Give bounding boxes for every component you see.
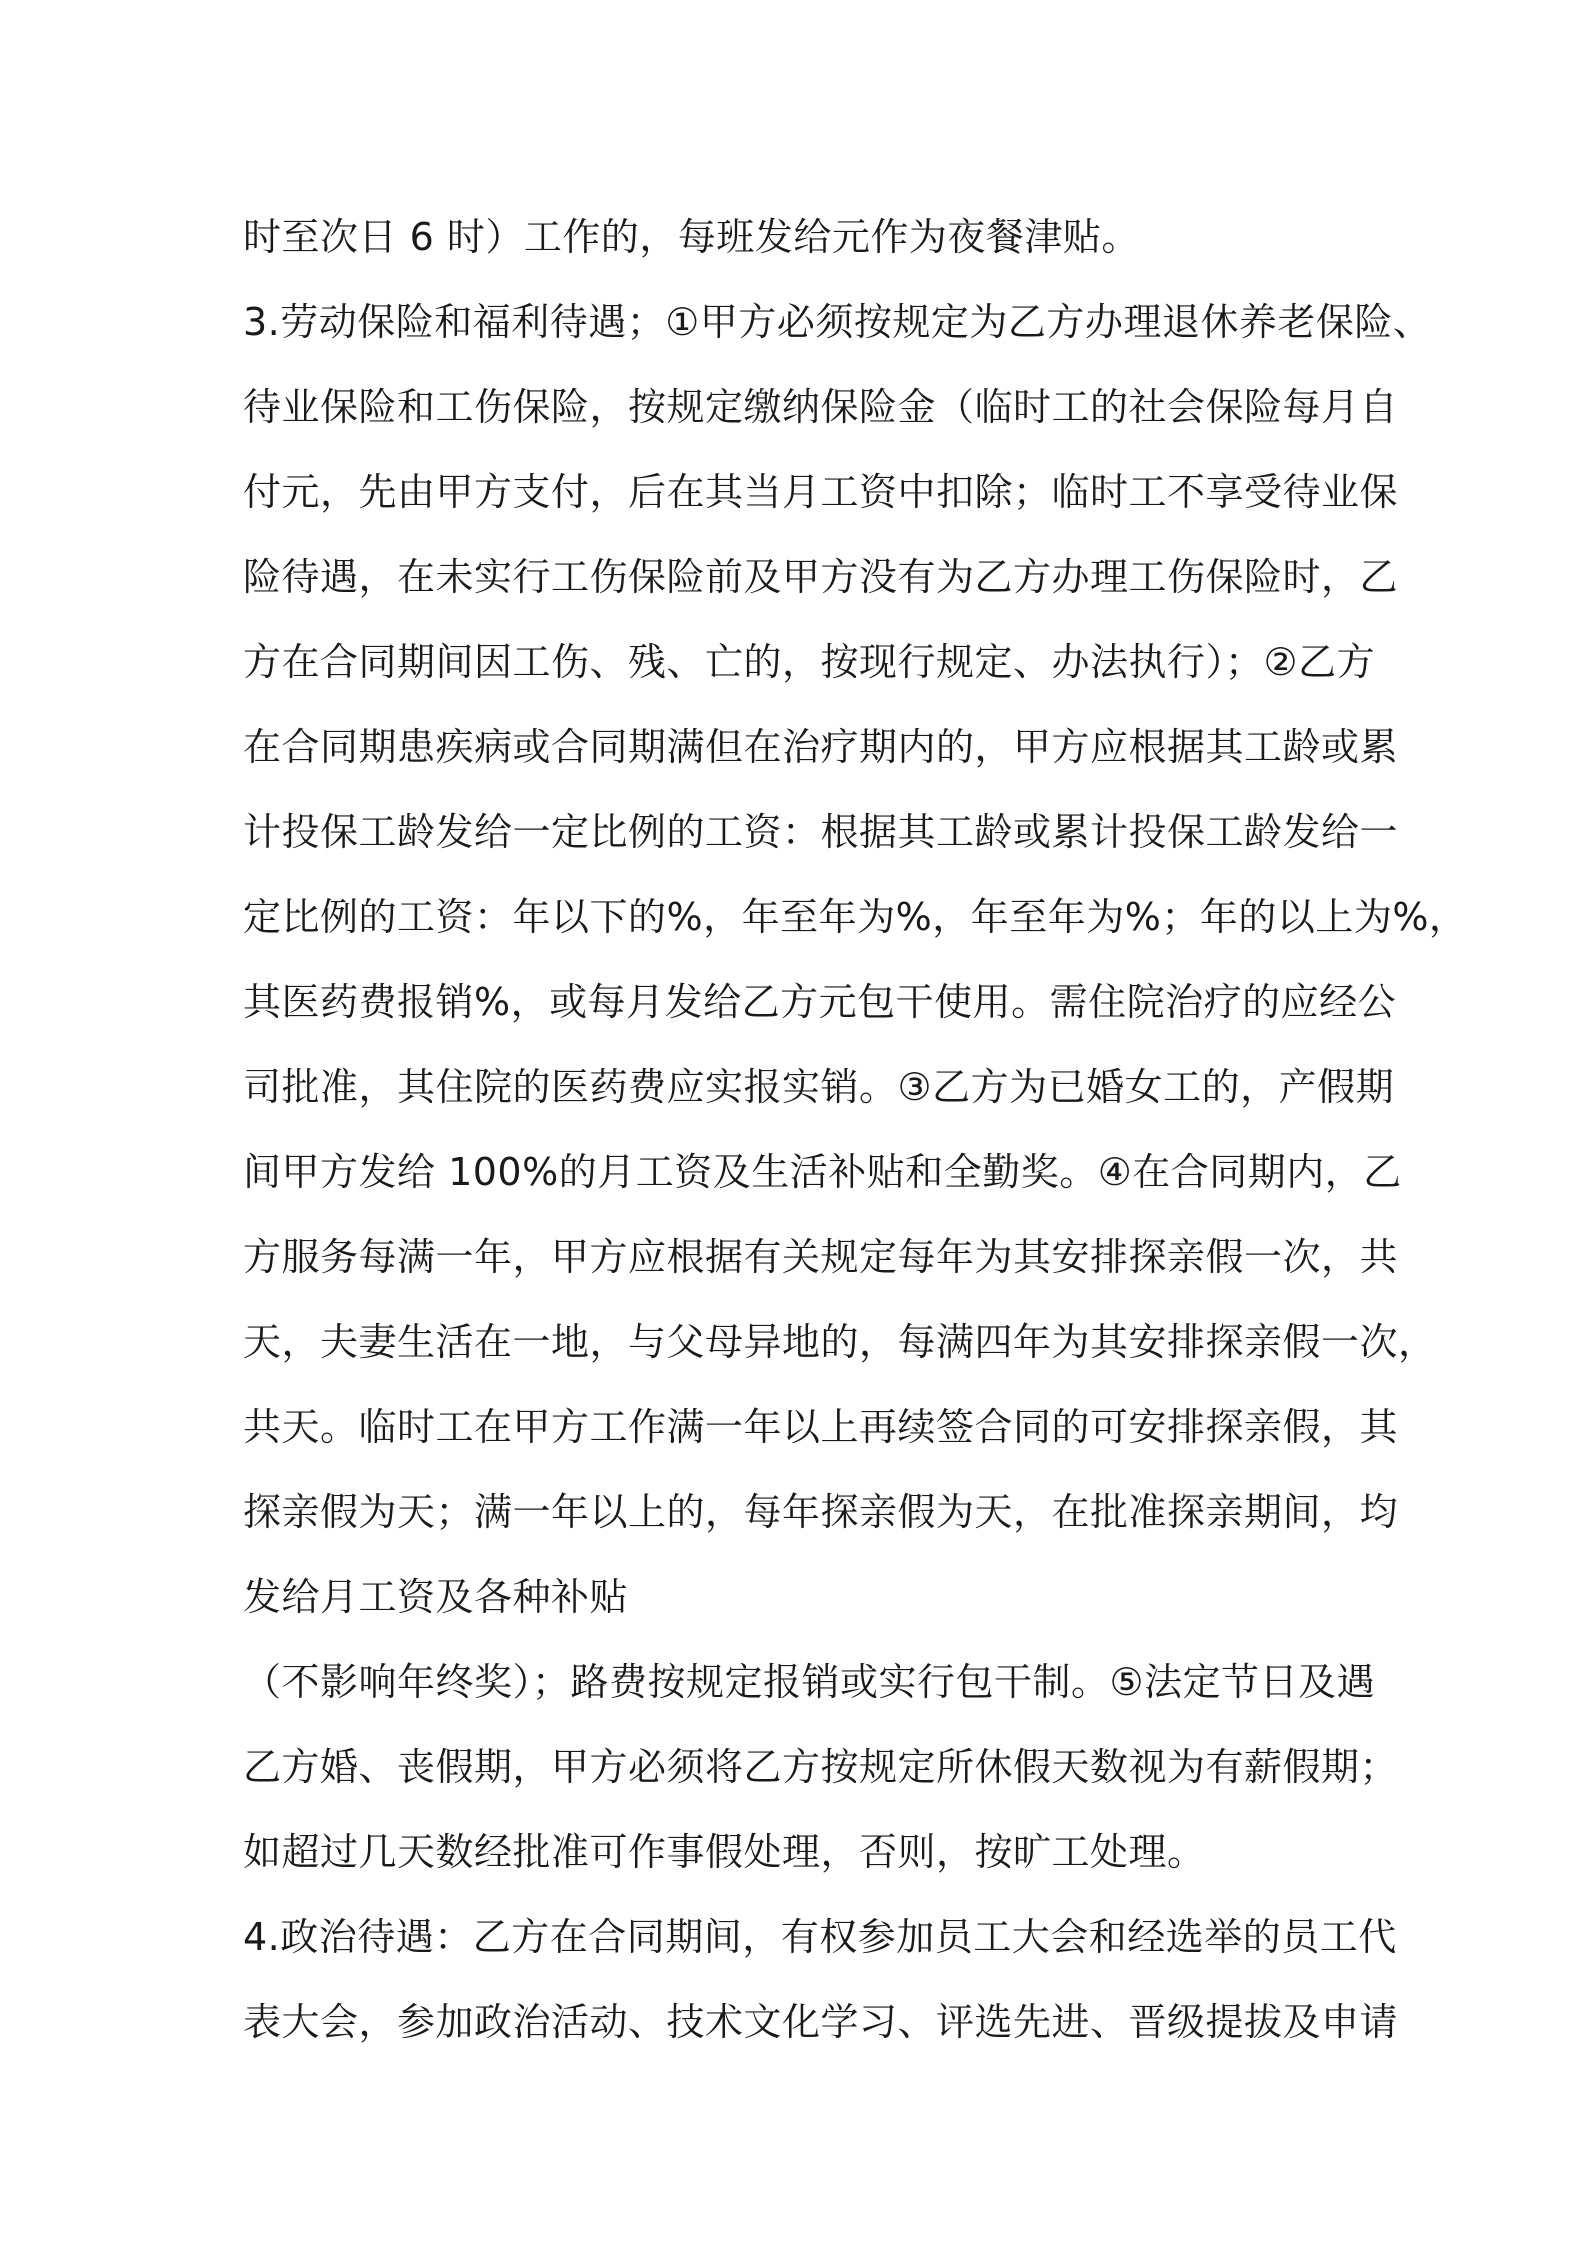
text-line: 司批准，其住院的医药费应实报实销。③乙方为已婚女工的，产假期	[243, 1065, 1395, 1109]
text-line: 方在合同期间因工伤、残、亡的，按现行规定、办法执行）；②乙方	[243, 640, 1376, 684]
text-line: 定比例的工资：年以下的%，年至年为%，年至年为%；年的以上为%，	[243, 895, 1468, 939]
text-line: 乙方婚、丧假期，甲方必须将乙方按规定所休假天数视为有薪假期；	[243, 1745, 1399, 1789]
text-line: 待业保险和工伤保险，按规定缴纳保险金（临时工的社会保险每月自	[243, 385, 1399, 429]
text-line: 表大会，参加政治活动、技术文化学习、评选先进、晋级提拔及申请	[243, 2000, 1399, 2044]
text-line: 在合同期患疾病或合同期满但在治疗期内的，甲方应根据其工龄或累	[243, 725, 1399, 769]
text-line: 险待遇，在未实行工伤保险前及甲方没有为乙方办理工伤保险时，乙	[243, 555, 1399, 599]
text-line: 3.劳动保险和福利待遇；①甲方必须按规定为乙方办理退休养老保险、	[243, 300, 1432, 344]
text-line: 方服务每满一年，甲方应根据有关规定每年为其安排探亲假一次，共	[243, 1235, 1399, 1279]
text-line: （不影响年终奖）；路费按规定报销或实行包干制。⑤法定节日及遇	[243, 1660, 1376, 1704]
text-line: 4.政治待遇：乙方在合同期间，有权参加员工大会和经选举的员工代	[243, 1915, 1397, 1959]
text-line: 付元，先由甲方支付，后在其当月工资中扣除；临时工不享受待业保	[243, 470, 1399, 514]
contract-text-body	[243, 195, 1468, 2065]
text-line: 天，夫妻生活在一地，与父母异地的，每满四年为其安排探亲假一次，	[243, 1320, 1437, 1364]
text-line: 共天。临时工在甲方工作满一年以上再续签合同的可安排探亲假，其	[243, 1405, 1399, 1449]
text-line: 探亲假为天；满一年以上的，每年探亲假为天，在批准探亲期间，均	[243, 1490, 1399, 1534]
text-line: 间甲方发给 100%的月工资及生活补贴和全勤奖。④在合同期内，乙	[243, 1150, 1402, 1194]
text-line: 如超过几天数经批准可作事假处理，否则，按旷工处理。	[243, 1830, 1206, 1874]
text-line: 计投保工龄发给一定比例的工资：根据其工龄或累计投保工龄发给一	[243, 810, 1399, 854]
text-line: 发给月工资及各种补贴	[243, 1575, 629, 1619]
text-line: 其医药费报销%，或每月发给乙方元包干使用。需住院治疗的应经公	[243, 980, 1397, 1024]
text-line: 时至次日 6 时）工作的，每班发给元作为夜餐津贴。	[243, 215, 1140, 259]
